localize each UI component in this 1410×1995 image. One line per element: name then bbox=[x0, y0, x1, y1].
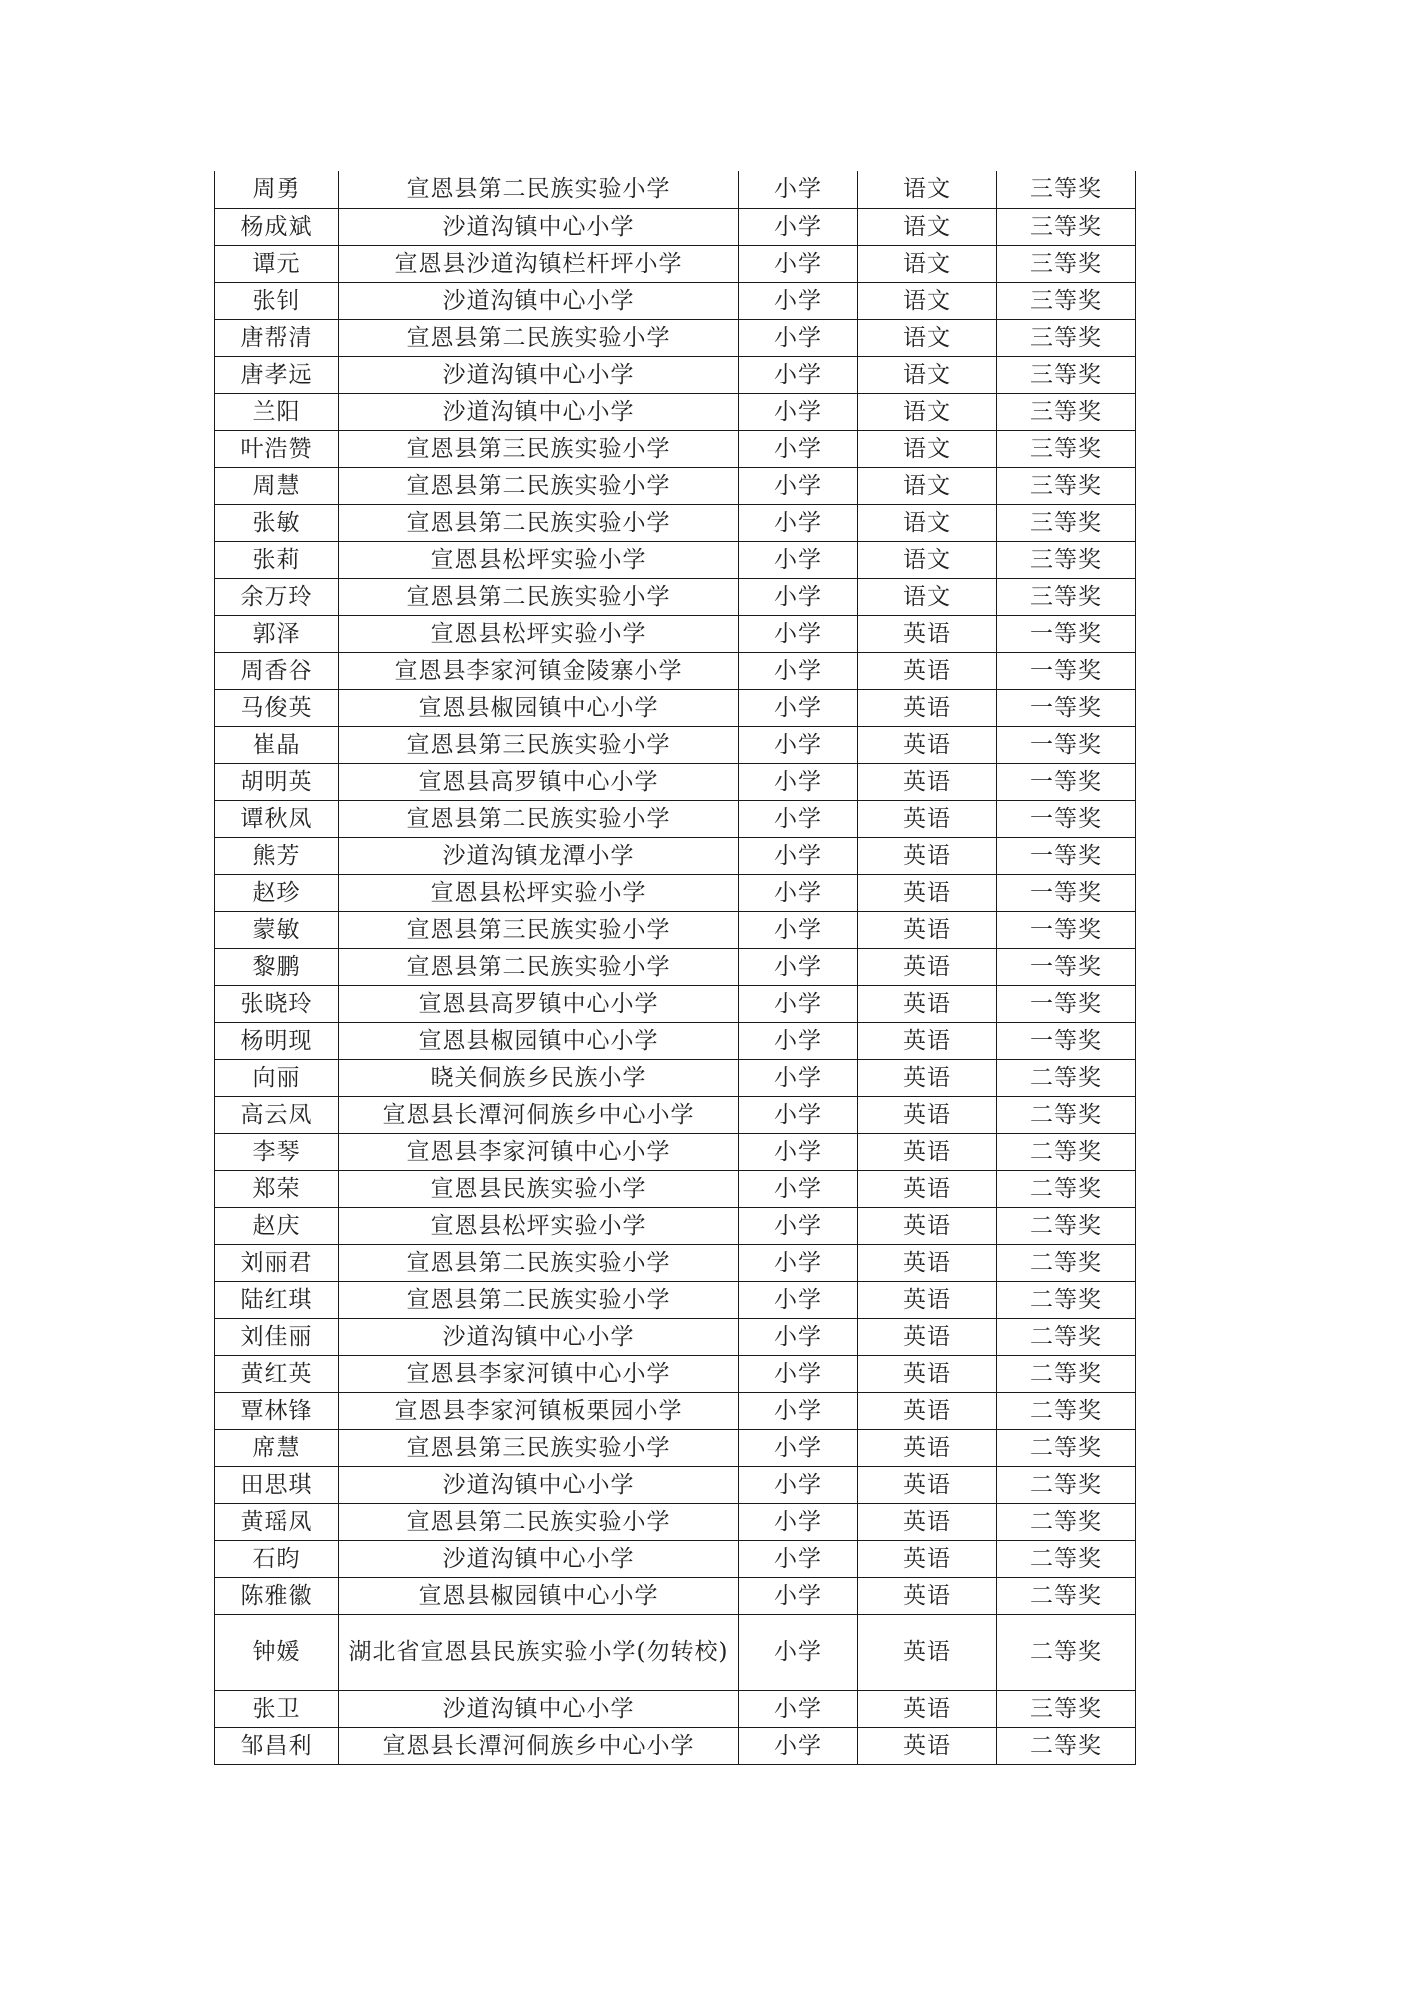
school-level-cell: 小学 bbox=[739, 1540, 858, 1577]
award-table-body bbox=[215, 171, 1136, 1764]
school-level-cell: 小学 bbox=[739, 911, 858, 948]
school-level-cell: 小学 bbox=[739, 1392, 858, 1429]
subject-cell: 英语 bbox=[858, 1503, 997, 1540]
subject-cell: 英语 bbox=[858, 1059, 997, 1096]
school-level-cell: 小学 bbox=[739, 430, 858, 467]
table-row bbox=[215, 1133, 1136, 1170]
award-table bbox=[214, 171, 1136, 1765]
subject-cell: 英语 bbox=[858, 1690, 997, 1727]
teacher-name-cell: 熊芳 bbox=[215, 837, 339, 874]
table-row bbox=[215, 1318, 1136, 1355]
school-cell: 宣恩县第三民族实验小学 bbox=[339, 726, 739, 763]
table-row bbox=[215, 689, 1136, 726]
teacher-name-cell: 向丽 bbox=[215, 1059, 339, 1096]
table-row bbox=[215, 578, 1136, 615]
subject-cell: 语文 bbox=[858, 578, 997, 615]
school-level-cell: 小学 bbox=[739, 319, 858, 356]
teacher-name-cell: 张卫 bbox=[215, 1690, 339, 1727]
subject-cell: 语文 bbox=[858, 467, 997, 504]
table-row bbox=[215, 504, 1136, 541]
subject-cell: 英语 bbox=[858, 652, 997, 689]
table-row bbox=[215, 1096, 1136, 1133]
teacher-name-cell: 唐帮清 bbox=[215, 319, 339, 356]
school-level-cell: 小学 bbox=[739, 504, 858, 541]
school-cell: 宣恩县第二民族实验小学 bbox=[339, 800, 739, 837]
table-row bbox=[215, 245, 1136, 282]
school-cell: 宣恩县椒园镇中心小学 bbox=[339, 1022, 739, 1059]
table-row bbox=[215, 171, 1136, 208]
subject-cell: 语文 bbox=[858, 208, 997, 245]
award-cell: 三等奖 bbox=[997, 282, 1136, 319]
school-level-cell: 小学 bbox=[739, 1170, 858, 1207]
school-level-cell: 小学 bbox=[739, 1096, 858, 1133]
award-cell: 三等奖 bbox=[997, 578, 1136, 615]
award-cell: 一等奖 bbox=[997, 837, 1136, 874]
subject-cell: 英语 bbox=[858, 1170, 997, 1207]
teacher-name-cell: 谭秋凤 bbox=[215, 800, 339, 837]
school-cell: 宣恩县李家河镇板栗园小学 bbox=[339, 1392, 739, 1429]
school-cell: 宣恩县第三民族实验小学 bbox=[339, 430, 739, 467]
table-row bbox=[215, 1392, 1136, 1429]
subject-cell: 语文 bbox=[858, 504, 997, 541]
award-cell: 一等奖 bbox=[997, 800, 1136, 837]
table-row bbox=[215, 1244, 1136, 1281]
school-cell: 宣恩县高罗镇中心小学 bbox=[339, 985, 739, 1022]
table-row bbox=[215, 874, 1136, 911]
school-cell: 宣恩县松坪实验小学 bbox=[339, 1207, 739, 1244]
award-cell: 二等奖 bbox=[997, 1244, 1136, 1281]
school-cell: 宣恩县第二民族实验小学 bbox=[339, 171, 739, 208]
subject-cell: 英语 bbox=[858, 1281, 997, 1318]
award-cell: 三等奖 bbox=[997, 356, 1136, 393]
table-row bbox=[215, 208, 1136, 245]
award-cell: 二等奖 bbox=[997, 1466, 1136, 1503]
subject-cell: 英语 bbox=[858, 689, 997, 726]
table-row bbox=[215, 1355, 1136, 1392]
teacher-name-cell: 石昀 bbox=[215, 1540, 339, 1577]
school-cell: 沙道沟镇中心小学 bbox=[339, 1466, 739, 1503]
table-row bbox=[215, 1540, 1136, 1577]
award-cell: 三等奖 bbox=[997, 1690, 1136, 1727]
table-row bbox=[215, 1170, 1136, 1207]
teacher-name-cell: 陈雅徽 bbox=[215, 1577, 339, 1614]
award-cell: 一等奖 bbox=[997, 726, 1136, 763]
school-cell: 宣恩县松坪实验小学 bbox=[339, 541, 739, 578]
school-cell: 宣恩县李家河镇中心小学 bbox=[339, 1355, 739, 1392]
school-cell: 宣恩县沙道沟镇栏杆坪小学 bbox=[339, 245, 739, 282]
subject-cell: 英语 bbox=[858, 1577, 997, 1614]
teacher-name-cell: 郭泽 bbox=[215, 615, 339, 652]
teacher-name-cell: 钟媛 bbox=[215, 1614, 339, 1690]
teacher-name-cell: 刘佳丽 bbox=[215, 1318, 339, 1355]
award-cell: 二等奖 bbox=[997, 1281, 1136, 1318]
award-cell: 一等奖 bbox=[997, 874, 1136, 911]
school-level-cell: 小学 bbox=[739, 652, 858, 689]
table-row bbox=[215, 837, 1136, 874]
table-row bbox=[215, 1059, 1136, 1096]
award-cell: 一等奖 bbox=[997, 985, 1136, 1022]
school-level-cell: 小学 bbox=[739, 282, 858, 319]
teacher-name-cell: 杨成斌 bbox=[215, 208, 339, 245]
school-level-cell: 小学 bbox=[739, 245, 858, 282]
table-row bbox=[215, 726, 1136, 763]
table-row bbox=[215, 948, 1136, 985]
table-row bbox=[215, 430, 1136, 467]
subject-cell: 英语 bbox=[858, 1318, 997, 1355]
school-level-cell: 小学 bbox=[739, 541, 858, 578]
teacher-name-cell: 覃林锋 bbox=[215, 1392, 339, 1429]
school-cell: 沙道沟镇中心小学 bbox=[339, 393, 739, 430]
teacher-name-cell: 赵珍 bbox=[215, 874, 339, 911]
school-level-cell: 小学 bbox=[739, 1466, 858, 1503]
table-row bbox=[215, 1207, 1136, 1244]
award-cell: 二等奖 bbox=[997, 1540, 1136, 1577]
award-cell: 二等奖 bbox=[997, 1503, 1136, 1540]
school-level-cell: 小学 bbox=[739, 1022, 858, 1059]
teacher-name-cell: 张敏 bbox=[215, 504, 339, 541]
subject-cell: 英语 bbox=[858, 763, 997, 800]
school-cell: 宣恩县松坪实验小学 bbox=[339, 874, 739, 911]
subject-cell: 语文 bbox=[858, 541, 997, 578]
subject-cell: 英语 bbox=[858, 874, 997, 911]
award-cell: 一等奖 bbox=[997, 1022, 1136, 1059]
teacher-name-cell: 余万玲 bbox=[215, 578, 339, 615]
award-cell: 三等奖 bbox=[997, 171, 1136, 208]
subject-cell: 英语 bbox=[858, 1096, 997, 1133]
subject-cell: 英语 bbox=[858, 615, 997, 652]
teacher-name-cell: 叶浩赞 bbox=[215, 430, 339, 467]
school-level-cell: 小学 bbox=[739, 208, 858, 245]
teacher-name-cell: 马俊英 bbox=[215, 689, 339, 726]
table-row bbox=[215, 1614, 1136, 1690]
table-row bbox=[215, 467, 1136, 504]
school-cell: 宣恩县椒园镇中心小学 bbox=[339, 1577, 739, 1614]
award-cell: 二等奖 bbox=[997, 1207, 1136, 1244]
award-cell: 三等奖 bbox=[997, 208, 1136, 245]
school-level-cell: 小学 bbox=[739, 1059, 858, 1096]
award-cell: 二等奖 bbox=[997, 1318, 1136, 1355]
table-row bbox=[215, 652, 1136, 689]
award-cell: 二等奖 bbox=[997, 1170, 1136, 1207]
teacher-name-cell: 刘丽君 bbox=[215, 1244, 339, 1281]
school-cell: 晓关侗族乡民族小学 bbox=[339, 1059, 739, 1096]
school-cell: 宣恩县长潭河侗族乡中心小学 bbox=[339, 1096, 739, 1133]
teacher-name-cell: 黄红英 bbox=[215, 1355, 339, 1392]
school-cell: 宣恩县第二民族实验小学 bbox=[339, 1503, 739, 1540]
award-cell: 二等奖 bbox=[997, 1355, 1136, 1392]
teacher-name-cell: 席慧 bbox=[215, 1429, 339, 1466]
teacher-name-cell: 李琴 bbox=[215, 1133, 339, 1170]
teacher-name-cell: 唐孝远 bbox=[215, 356, 339, 393]
school-cell: 宣恩县长潭河侗族乡中心小学 bbox=[339, 1727, 739, 1764]
table-row bbox=[215, 1429, 1136, 1466]
school-level-cell: 小学 bbox=[739, 837, 858, 874]
award-cell: 三等奖 bbox=[997, 541, 1136, 578]
school-level-cell: 小学 bbox=[739, 1318, 858, 1355]
school-cell: 宣恩县椒园镇中心小学 bbox=[339, 689, 739, 726]
teacher-name-cell: 郑荣 bbox=[215, 1170, 339, 1207]
school-level-cell: 小学 bbox=[739, 1690, 858, 1727]
teacher-name-cell: 蒙敏 bbox=[215, 911, 339, 948]
subject-cell: 英语 bbox=[858, 837, 997, 874]
teacher-name-cell: 张钊 bbox=[215, 282, 339, 319]
award-cell: 二等奖 bbox=[997, 1429, 1136, 1466]
table-row bbox=[215, 282, 1136, 319]
subject-cell: 英语 bbox=[858, 1133, 997, 1170]
table-row bbox=[215, 1690, 1136, 1727]
school-cell: 宣恩县民族实验小学 bbox=[339, 1170, 739, 1207]
teacher-name-cell: 周勇 bbox=[215, 171, 339, 208]
subject-cell: 英语 bbox=[858, 1022, 997, 1059]
school-cell: 宣恩县第二民族实验小学 bbox=[339, 504, 739, 541]
subject-cell: 英语 bbox=[858, 1207, 997, 1244]
table-row bbox=[215, 1022, 1136, 1059]
school-level-cell: 小学 bbox=[739, 1133, 858, 1170]
table-row bbox=[215, 911, 1136, 948]
teacher-name-cell: 周香谷 bbox=[215, 652, 339, 689]
school-level-cell: 小学 bbox=[739, 726, 858, 763]
school-level-cell: 小学 bbox=[739, 985, 858, 1022]
subject-cell: 英语 bbox=[858, 1466, 997, 1503]
teacher-name-cell: 张晓玲 bbox=[215, 985, 339, 1022]
teacher-name-cell: 邹昌利 bbox=[215, 1727, 339, 1764]
table-row bbox=[215, 1727, 1136, 1764]
school-cell: 宣恩县第二民族实验小学 bbox=[339, 1281, 739, 1318]
award-cell: 三等奖 bbox=[997, 467, 1136, 504]
subject-cell: 语文 bbox=[858, 430, 997, 467]
award-cell: 三等奖 bbox=[997, 393, 1136, 430]
school-cell: 宣恩县第三民族实验小学 bbox=[339, 1429, 739, 1466]
school-cell: 沙道沟镇中心小学 bbox=[339, 282, 739, 319]
teacher-name-cell: 赵庆 bbox=[215, 1207, 339, 1244]
table-row bbox=[215, 615, 1136, 652]
school-level-cell: 小学 bbox=[739, 467, 858, 504]
table-row bbox=[215, 1466, 1136, 1503]
school-level-cell: 小学 bbox=[739, 1503, 858, 1540]
school-cell: 宣恩县第二民族实验小学 bbox=[339, 1244, 739, 1281]
teacher-name-cell: 黄瑶凤 bbox=[215, 1503, 339, 1540]
school-level-cell: 小学 bbox=[739, 1614, 858, 1690]
teacher-name-cell: 兰阳 bbox=[215, 393, 339, 430]
teacher-name-cell: 陆红琪 bbox=[215, 1281, 339, 1318]
school-level-cell: 小学 bbox=[739, 578, 858, 615]
subject-cell: 英语 bbox=[858, 800, 997, 837]
subject-cell: 英语 bbox=[858, 911, 997, 948]
school-cell: 沙道沟镇中心小学 bbox=[339, 1540, 739, 1577]
subject-cell: 英语 bbox=[858, 948, 997, 985]
subject-cell: 语文 bbox=[858, 282, 997, 319]
teacher-name-cell: 崔晶 bbox=[215, 726, 339, 763]
subject-cell: 语文 bbox=[858, 245, 997, 282]
table-row bbox=[215, 1281, 1136, 1318]
award-cell: 三等奖 bbox=[997, 504, 1136, 541]
school-level-cell: 小学 bbox=[739, 356, 858, 393]
award-cell: 一等奖 bbox=[997, 615, 1136, 652]
award-cell: 二等奖 bbox=[997, 1727, 1136, 1764]
subject-cell: 英语 bbox=[858, 1392, 997, 1429]
teacher-name-cell: 谭元 bbox=[215, 245, 339, 282]
award-cell: 一等奖 bbox=[997, 911, 1136, 948]
school-level-cell: 小学 bbox=[739, 689, 858, 726]
table-row bbox=[215, 985, 1136, 1022]
table-row bbox=[215, 356, 1136, 393]
school-level-cell: 小学 bbox=[739, 1355, 858, 1392]
award-cell: 三等奖 bbox=[997, 430, 1136, 467]
school-cell: 宣恩县高罗镇中心小学 bbox=[339, 763, 739, 800]
school-level-cell: 小学 bbox=[739, 1577, 858, 1614]
school-cell: 宣恩县李家河镇金陵寨小学 bbox=[339, 652, 739, 689]
table-row bbox=[215, 800, 1136, 837]
school-cell: 沙道沟镇龙潭小学 bbox=[339, 837, 739, 874]
school-level-cell: 小学 bbox=[739, 874, 858, 911]
school-cell: 宣恩县第二民族实验小学 bbox=[339, 467, 739, 504]
school-cell: 宣恩县松坪实验小学 bbox=[339, 615, 739, 652]
school-level-cell: 小学 bbox=[739, 615, 858, 652]
award-cell: 二等奖 bbox=[997, 1392, 1136, 1429]
table-row bbox=[215, 763, 1136, 800]
award-cell: 一等奖 bbox=[997, 763, 1136, 800]
subject-cell: 英语 bbox=[858, 1540, 997, 1577]
subject-cell: 语文 bbox=[858, 171, 997, 208]
school-level-cell: 小学 bbox=[739, 763, 858, 800]
table-row bbox=[215, 393, 1136, 430]
table-row bbox=[215, 319, 1136, 356]
school-cell: 宣恩县第二民族实验小学 bbox=[339, 948, 739, 985]
school-cell: 湖北省宣恩县民族实验小学(勿转校) bbox=[339, 1614, 739, 1690]
award-cell: 一等奖 bbox=[997, 948, 1136, 985]
teacher-name-cell: 田思琪 bbox=[215, 1466, 339, 1503]
subject-cell: 英语 bbox=[858, 726, 997, 763]
subject-cell: 英语 bbox=[858, 1727, 997, 1764]
subject-cell: 英语 bbox=[858, 1614, 997, 1690]
award-cell: 一等奖 bbox=[997, 652, 1136, 689]
school-cell: 沙道沟镇中心小学 bbox=[339, 208, 739, 245]
award-cell: 一等奖 bbox=[997, 689, 1136, 726]
school-cell: 宣恩县李家河镇中心小学 bbox=[339, 1133, 739, 1170]
award-cell: 三等奖 bbox=[997, 319, 1136, 356]
table-row bbox=[215, 1577, 1136, 1614]
table-row bbox=[215, 1503, 1136, 1540]
subject-cell: 英语 bbox=[858, 1244, 997, 1281]
teacher-name-cell: 黎鹏 bbox=[215, 948, 339, 985]
school-level-cell: 小学 bbox=[739, 1281, 858, 1318]
subject-cell: 语文 bbox=[858, 356, 997, 393]
award-cell: 二等奖 bbox=[997, 1614, 1136, 1690]
school-cell: 宣恩县第二民族实验小学 bbox=[339, 578, 739, 615]
award-cell: 二等奖 bbox=[997, 1059, 1136, 1096]
school-level-cell: 小学 bbox=[739, 1207, 858, 1244]
teacher-name-cell: 周慧 bbox=[215, 467, 339, 504]
teacher-name-cell: 杨明现 bbox=[215, 1022, 339, 1059]
school-level-cell: 小学 bbox=[739, 948, 858, 985]
school-cell: 沙道沟镇中心小学 bbox=[339, 1318, 739, 1355]
subject-cell: 英语 bbox=[858, 985, 997, 1022]
school-level-cell: 小学 bbox=[739, 393, 858, 430]
school-cell: 宣恩县第三民族实验小学 bbox=[339, 911, 739, 948]
teacher-name-cell: 胡明英 bbox=[215, 763, 339, 800]
award-cell: 三等奖 bbox=[997, 245, 1136, 282]
award-cell: 二等奖 bbox=[997, 1133, 1136, 1170]
subject-cell: 语文 bbox=[858, 393, 997, 430]
subject-cell: 英语 bbox=[858, 1429, 997, 1466]
school-level-cell: 小学 bbox=[739, 1429, 858, 1466]
school-level-cell: 小学 bbox=[739, 1244, 858, 1281]
school-level-cell: 小学 bbox=[739, 171, 858, 208]
school-cell: 宣恩县第二民族实验小学 bbox=[339, 319, 739, 356]
school-cell: 沙道沟镇中心小学 bbox=[339, 356, 739, 393]
subject-cell: 语文 bbox=[858, 319, 997, 356]
award-cell: 二等奖 bbox=[997, 1096, 1136, 1133]
teacher-name-cell: 高云凤 bbox=[215, 1096, 339, 1133]
table-row bbox=[215, 541, 1136, 578]
award-cell: 二等奖 bbox=[997, 1577, 1136, 1614]
teacher-name-cell: 张莉 bbox=[215, 541, 339, 578]
subject-cell: 英语 bbox=[858, 1355, 997, 1392]
school-level-cell: 小学 bbox=[739, 800, 858, 837]
school-level-cell: 小学 bbox=[739, 1727, 858, 1764]
school-cell: 沙道沟镇中心小学 bbox=[339, 1690, 739, 1727]
